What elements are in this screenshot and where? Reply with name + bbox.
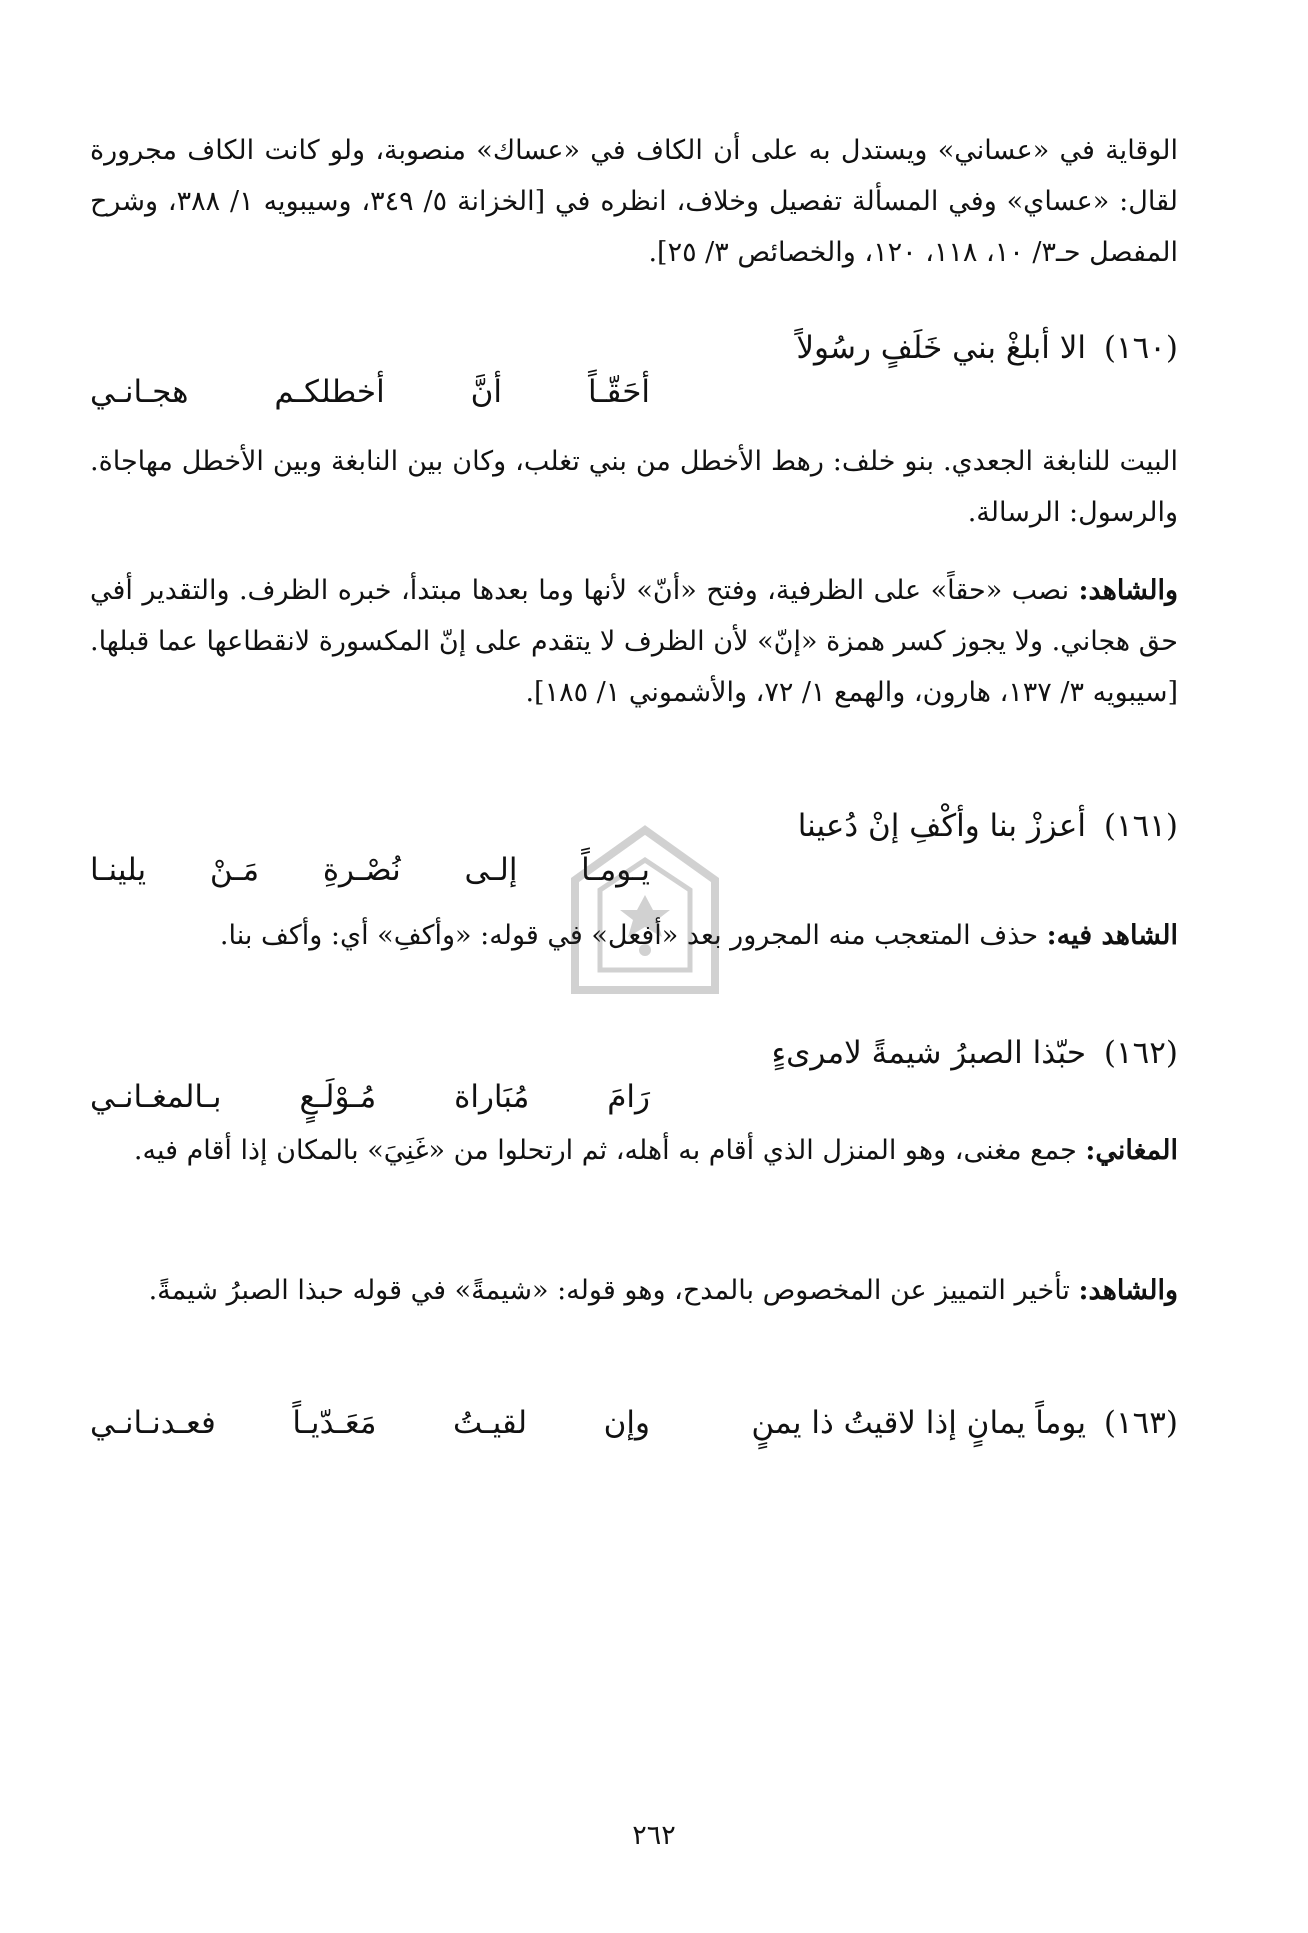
verse-first-hemistich: الا أبلغْ بني خَلَفٍ رسُولاً [796,330,1086,366]
paragraph-label: والشاهد: [1078,575,1178,606]
paragraph-definition [90,1125,1178,1176]
paragraph-text: البيت للنابغة الجعدي. بنو خلف: رهط الأخطل من بني تغلب، وكان بين النابغة وبين الأخطل مهاجاة. والرسول: الرسالة. [90,446,1178,528]
paragraph-label: الشاهد فيه: [1046,920,1178,951]
paragraph-text: حذف المتعجب منه المجرور بعد «أفعل» في قوله: «وأكفِ» أي: وأكف بنا. [219,920,1047,951]
paragraph-label: والشاهد: [1078,1275,1178,1306]
verse-first-hemistich: أعززْ بنا وأكْفِ إنْ دُعينا [797,808,1086,844]
verse-160 [90,330,1178,422]
verse-number: (١٦٣) [1103,1405,1178,1441]
paragraph-evidence-162 [90,1265,1178,1316]
verse-163 [90,1405,1178,1455]
paragraph-text: تأخير التمييز عن المخصوص بالمدح، وهو قوله: «شيمةً» في قوله حبذا الصبرُ شيمةً. [148,1275,1079,1306]
paragraph-evidence-160 [90,565,1178,718]
verse-second-hemistich: وإن لقيـتُ مَعَـدّيـاً فعـدنـانـي [90,1405,650,1441]
verse-first-hemistich: يوماً يمانٍ إذا لاقيتُ ذا يمنٍ [751,1405,1086,1441]
paragraph-label: المغاني: [1085,1135,1178,1166]
verse-number: (١٦٠) [1103,330,1178,366]
paragraph-poet [90,436,1178,538]
paragraph-text: نصب «حقاً» على الظرفية، وفتح «أنّ» لأنها وما بعدها مبتدأ، خبره الظرف. والتقدير أفي حق هجاني. ولا يجوز كسر همزة «إنّ» لأن الظرف لا يتقدم على إنّ المكسورة لانقطاعها عما قبلها. [سيبويه ٣/ ١٣٧، هارون، والهمع ١/ ٧٢، والأشموني ١/ ١٨٥]. [90,575,1178,708]
verse-second-hemistich: رَامَ مُبَاراة مُـوْلَـعٍ بـالمغـانـي [90,1079,650,1115]
verse-162 [90,1035,1178,1127]
verse-second-hemistich: أحَقّـاً أنَّ أخطلكـم هجـانـي [90,374,650,410]
verse-second-hemistich: يـومـاً إلـى نُصْـرةِ مَـنْ يلينـا [90,852,650,888]
verse-number: (١٦٢) [1103,1035,1178,1071]
paragraph-references [90,125,1178,278]
paragraph-text: جمع مغنى، وهو المنزل الذي أقام به أهله، ثم ارتحلوا من «غَنِيَ» بالمكان إذا أقام فيه. [133,1135,1086,1166]
paragraph-text: الوقاية في «عساني» ويستدل به على أن الكاف في «عساك» منصوبة، ولو كانت الكاف مجرورة لقال: «عساي» وفي المسألة تفصيل وخلاف، انظره في [الخزانة ٥/ ٣٤٩، وسيبويه ١/ ٣٨٨، وشرح المفصل حـ٣/ ١٠، ١١٨، ١٢٠، والخصائص ٣/ ٢٥]. [90,135,1178,268]
verse-number: (١٦١) [1103,808,1178,844]
institution-logo-icon [545,810,745,1010]
verse-first-hemistich: حبّذا الصبرُ شيمةً لامرىءٍ [771,1035,1086,1071]
page-number: ٢٦٢ [632,1820,676,1851]
